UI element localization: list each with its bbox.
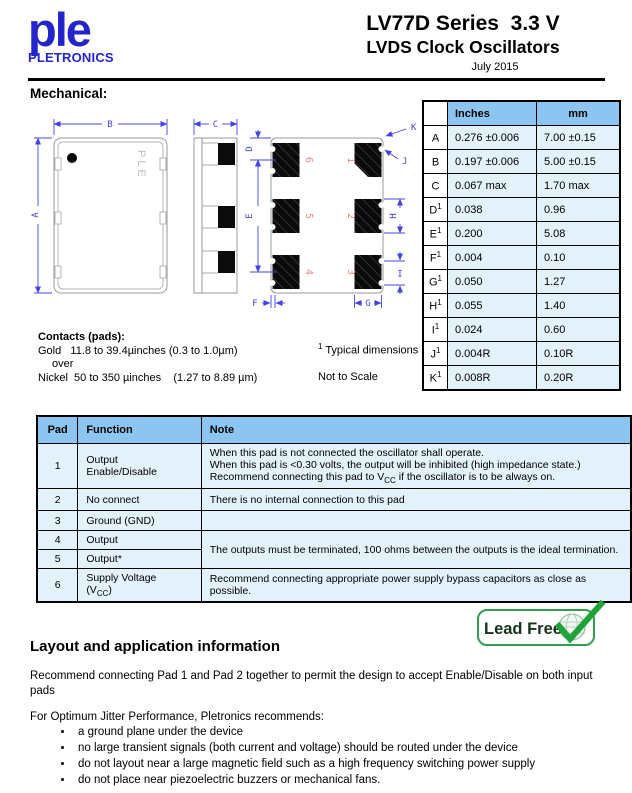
pad-number-1: 1 xyxy=(345,156,356,164)
pin1-dot xyxy=(67,153,77,163)
header-rule xyxy=(28,78,605,81)
logo-company-name: PLETRONICS xyxy=(28,50,114,65)
table-row: 4 Output The outputs must be terminated, 100 ohms between the outputs is the ideal termination. xyxy=(37,531,631,550)
contacts-nickel: Nickel 50 to 350 µinches (1.27 to 8.89 µm) xyxy=(38,371,258,384)
table-row: $F^1$ 0.004 0.10 xyxy=(423,246,620,270)
note-header: Note xyxy=(201,416,631,444)
dim-label-g: G xyxy=(365,299,371,309)
dim-header-blank xyxy=(423,101,448,126)
dimensions-table xyxy=(422,100,621,391)
dim-f-g-lines xyxy=(262,295,382,308)
table-row: 6 Supply Voltage $(V_{CC})$ Recommend connecting appropriate power supply bypass capacitors as close as possible. xyxy=(37,569,631,603)
doc-title-product: LVDS Clock Oscillators xyxy=(366,37,560,57)
table-row: $J^1$ 0.004R 0.10R xyxy=(423,342,620,366)
ple-mark: PLE xyxy=(135,150,147,180)
dim-label-f: F xyxy=(252,299,258,309)
top-view-drawing xyxy=(31,119,167,293)
doc-title-series: LV77D Series 3.3 V xyxy=(366,12,560,35)
not-to-scale-note: Not to Scale xyxy=(318,370,378,383)
dim-label-b: B xyxy=(107,120,113,130)
lead-free-label: Lead Free xyxy=(484,620,562,638)
drawing-notes xyxy=(318,342,418,383)
pletronics-logo xyxy=(28,3,158,65)
dim-label-c: C xyxy=(212,120,219,130)
pad-header: Pad xyxy=(37,416,78,444)
table-row: $K^1$ 0.008R 0.20R xyxy=(423,366,620,391)
list-item: • do not layout near a large magnetic field such as a high frequency switching power supply xyxy=(74,756,608,772)
pad-number-4: 4 xyxy=(303,268,314,276)
contacts-over: over xyxy=(52,358,74,370)
contacts-block xyxy=(38,331,257,385)
dim-header-inches: Inches xyxy=(448,101,537,126)
contacts-gold: Gold 11.8 to 39.4µinches (0.3 to 1.0µm) xyxy=(38,344,238,357)
dim-label-h: H xyxy=(389,213,399,219)
list-item: • do not place near piezoelectric buzzers or mechanical fans. xyxy=(74,772,608,788)
logo-wordmark: ple xyxy=(28,3,90,56)
dim-header-mm: mm xyxy=(537,101,621,126)
table-row: $G^1$ 0.050 1.27 xyxy=(423,270,620,294)
side-view-drawing xyxy=(194,119,237,293)
bottom-view-drawing xyxy=(245,123,417,309)
dim-label-k: K xyxy=(411,123,417,133)
dim-label-j: J xyxy=(402,157,408,167)
dim-h-i-lines xyxy=(384,199,405,294)
layout-paragraph-1: Recommend connecting Pad 1 and Pad 2 together to permit the design to accept Enable/Disable on both input pads xyxy=(30,670,593,697)
layout-heading: Layout and application information xyxy=(30,638,281,655)
table-row: $I^1$ 0.024 0.60 xyxy=(423,318,620,342)
recommendations-intro: For Optimum Jitter Performance, Pletronics recommends: xyxy=(30,711,324,723)
contacts-title: Contacts (pads): xyxy=(38,331,125,343)
table-row: $D^1$ 0.038 0.96 xyxy=(423,198,620,222)
table-row: $E^1$ 0.200 5.08 xyxy=(423,222,620,246)
pad-number-2: 2 xyxy=(345,212,356,220)
mechanical-drawing xyxy=(28,102,420,334)
list-item: • a ground plane under the device xyxy=(74,724,608,740)
mechanical-heading: Mechanical: xyxy=(30,86,108,101)
table-row: A 0.276 ±0.006 7.00 ±0.15 xyxy=(423,126,620,150)
table-row: B 0.197 ±0.006 5.00 ±0.15 xyxy=(423,150,620,174)
typical-dimensions-footnote: $^1$ Typical dimensions xyxy=(318,342,419,357)
function-header: Function xyxy=(78,416,201,444)
recommendations-list xyxy=(30,724,608,788)
table-row: $H^1$ 0.055 1.40 xyxy=(423,294,620,318)
pad-function-table xyxy=(36,415,632,603)
table-row: C 0.067 max 1.70 max xyxy=(423,174,620,198)
title-block xyxy=(350,12,576,73)
dim-label-e: E xyxy=(245,213,255,219)
lead-free-badge xyxy=(475,598,610,650)
table-row: 5 Output* xyxy=(37,550,631,569)
table-row: 3 Ground (GND) xyxy=(37,511,631,531)
pad-number-3: 3 xyxy=(345,268,356,276)
table-row: 1 Output Enable/Disable When this pad is not connected the oscillator shall operate. When this pad is <0.30 volts, the output will be inhibited (high impedance state.) Recommend connecting this pad to $V_{CC}$ if the oscillator is to be always on. xyxy=(37,444,631,489)
dim-label-d: D xyxy=(245,146,255,152)
pad-number-6: 6 xyxy=(303,156,314,164)
doc-date: July 2015 xyxy=(471,61,519,73)
dim-label-a: A xyxy=(31,212,41,218)
callout-lines xyxy=(385,129,406,159)
list-item: • no large transient signals (both current and voltage) should be routed under the device xyxy=(74,740,608,756)
side-pads xyxy=(218,143,235,273)
pad-number-5: 5 xyxy=(303,212,314,220)
table-row: 2 No connect There is no internal connection to this pad xyxy=(37,489,631,511)
dim-label-i: I xyxy=(397,269,403,280)
